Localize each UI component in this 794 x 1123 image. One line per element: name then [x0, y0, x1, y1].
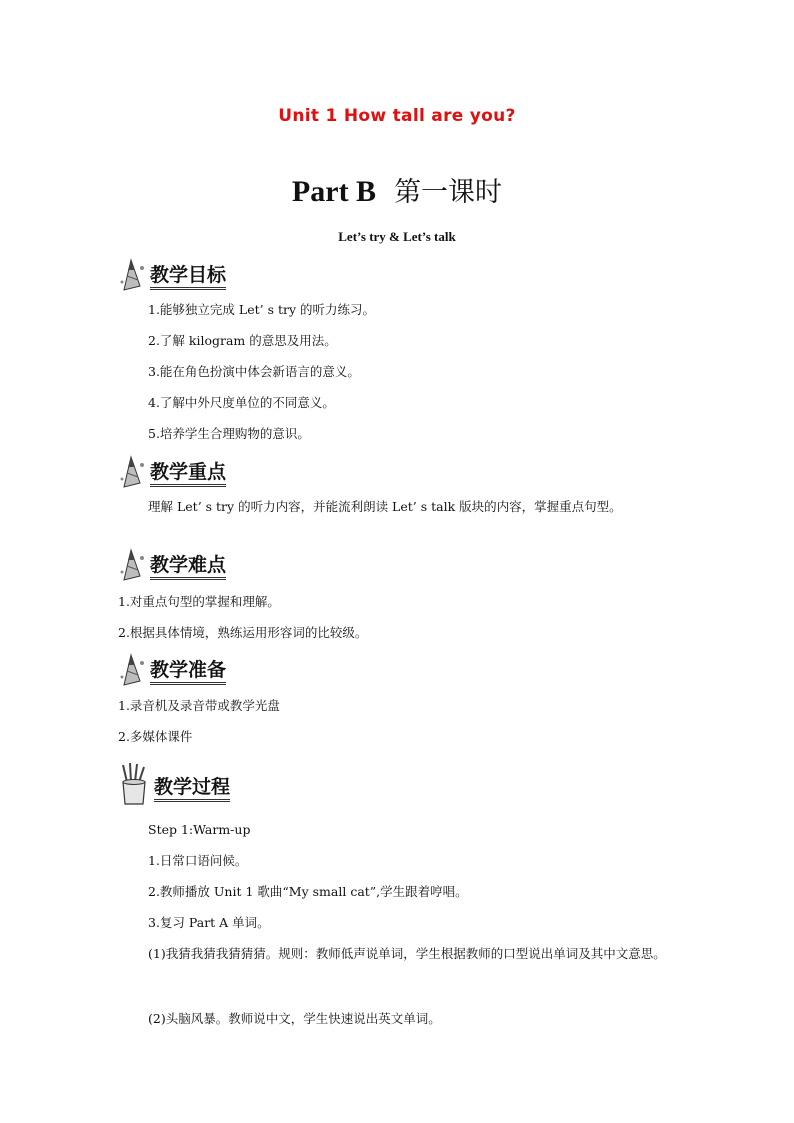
goal-item: 3.能在角色扮演中体会新语言的意义。	[148, 364, 360, 379]
process-sub-item: (2)头脑风暴。教师说中文，学生快速说出英文单词。	[148, 1011, 441, 1026]
pencil-icon	[118, 453, 148, 489]
pencil-icon	[118, 256, 148, 292]
part-cn-label: 第一课时	[394, 177, 503, 208]
lesson-subtitle: Let’s try & Let’s talk	[338, 229, 456, 244]
part-label: Part B	[291, 175, 377, 208]
section-preparation-title: 教学准备	[150, 659, 226, 685]
goal-item: 1.能够独立完成 Let’ s try 的听力练习。	[148, 302, 375, 317]
pencil-icon	[118, 546, 148, 582]
section-process-title: 教学过程	[154, 776, 230, 802]
process-sub-item: (1)我猜我猜我猜猜猜。规则：教师低声说单词，学生根据教师的口型说出单词及其中文意思。	[148, 946, 666, 961]
difficulty-item: 2.根据具体情境，熟练运用形容词的比较级。	[118, 625, 368, 640]
goal-item: 2.了解 kilogram 的意思及用法。	[148, 333, 337, 348]
preparation-item: 2.多媒体课件	[118, 729, 193, 744]
goal-item: 4.了解中外尺度单位的不同意义。	[148, 395, 335, 410]
unit-title: Unit 1 How tall are you?	[278, 106, 516, 126]
preparation-item: 1.录音机及录音带或教学光盘	[118, 698, 280, 713]
section-goals-title: 教学目标	[150, 264, 226, 290]
pencil-cup-icon	[118, 762, 150, 806]
section-difficulties-title: 教学难点	[150, 554, 226, 580]
process-item: 3.复习 Part A 单词。	[148, 915, 270, 930]
part-title	[0, 170, 794, 209]
difficulty-item: 1.对重点句型的掌握和理解。	[118, 594, 280, 609]
key-points-text: 理解 Let’ s try 的听力内容，并能流利朗读 Let’ s talk 版块的内容，掌握重点句型。	[148, 499, 622, 514]
goal-item: 5.培养学生合理购物的意识。	[148, 426, 310, 441]
process-item: 2.教师播放 Unit 1 歌曲“My small cat”,学生跟着哼唱。	[148, 884, 468, 899]
process-item: 1.日常口语问候。	[148, 853, 248, 868]
pencil-icon	[118, 651, 148, 687]
process-step1: Step 1:Warm-up	[148, 822, 251, 837]
section-key-points-title: 教学重点	[150, 461, 226, 487]
